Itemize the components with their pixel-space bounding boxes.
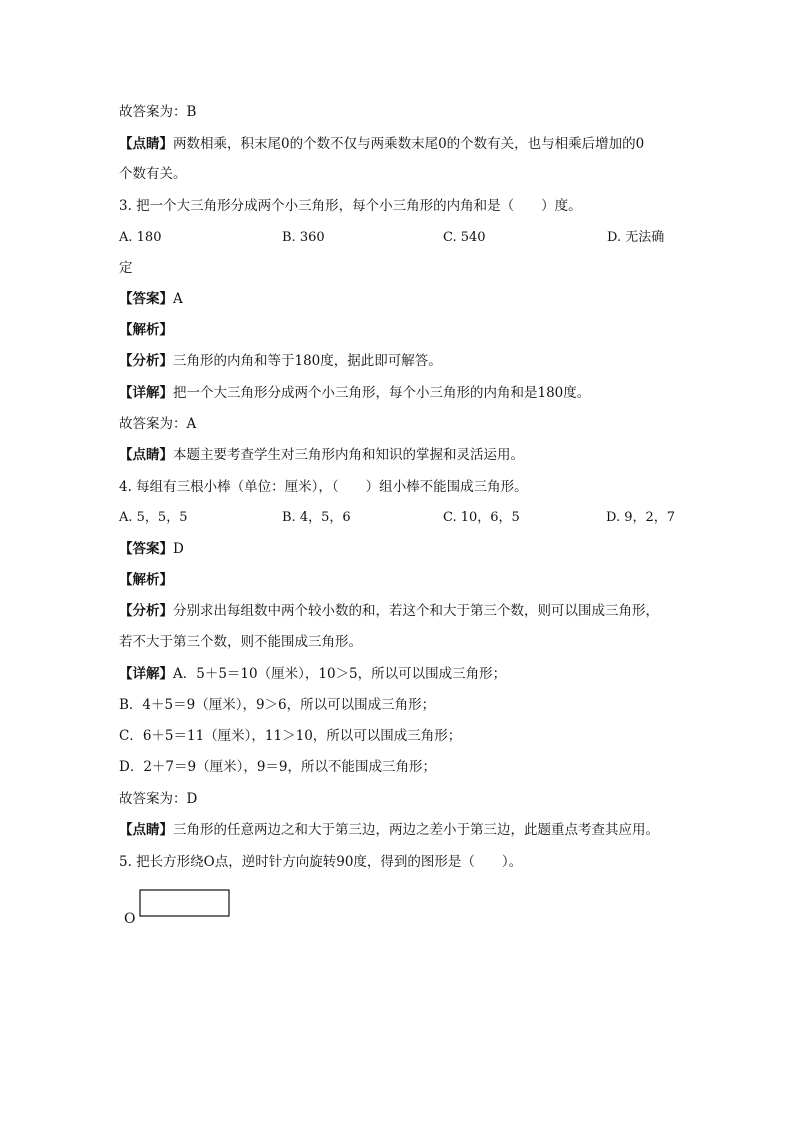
q3-final-answer-text: 故答案为：A: [119, 416, 197, 432]
answer-tag: 【答案】: [119, 291, 173, 307]
q4-answer: [119, 539, 674, 559]
fenxi-tag: 【分析】: [119, 353, 173, 369]
question-4-text: 4. 每组有三根小棒（单位：厘米），（ ）组小棒不能围成三角形。: [119, 479, 528, 495]
q4-xiangjie-b: [119, 695, 674, 715]
q3-option-c: C. 540: [443, 230, 486, 245]
q3-fenxi: [119, 351, 674, 371]
comment-tag: 【点睛】: [119, 822, 173, 838]
q3-option-d: D. 无法确: [607, 230, 665, 245]
q4-option-b: B. 4，5，6: [282, 510, 351, 525]
q4-final-answer-text: 故答案为：D: [119, 791, 198, 807]
q3-answer: [119, 289, 674, 309]
q4-comment: [119, 820, 674, 840]
q4-final-answer: [119, 789, 674, 809]
question-4: [119, 477, 674, 497]
q4-comment-text: 三角形的任意两边之和大于第三边，两边之差小于第三边，此题重点考查其应用。: [173, 822, 659, 838]
analysis-tag: 【解析】: [119, 322, 173, 338]
q3-answer-value: A: [173, 291, 183, 307]
q3-fenxi-text: 三角形的内角和等于180度，据此即可解答。: [173, 353, 442, 369]
q3-option-b: B. 360: [282, 230, 325, 245]
answer-tag: 【答案】: [119, 541, 173, 557]
q3-option-d-cont: [119, 258, 674, 278]
q4-fenxi-text-cont: 若不大于第三个数，则不能围成三角形。: [119, 634, 362, 650]
q4-xiangjie-d-text: D．2＋7＝9（厘米），9＝9，所以不能围成三角形；: [119, 759, 437, 775]
q4-fenxi-cont: [119, 632, 674, 652]
comment-tag: 【点睛】: [119, 136, 173, 152]
xiangjie-tag: 【详解】: [119, 666, 173, 682]
answer-line: [119, 102, 674, 122]
point-o-label: O: [124, 911, 136, 927]
question-5-text: 5. 把长方形绕O点，逆时针方向旋转90度，得到的图形是（ ）。: [119, 854, 523, 870]
q4-analysis-heading: [119, 570, 674, 590]
rectangle-shape: [140, 890, 229, 916]
q4-xiangjie-c: [119, 726, 674, 746]
q4-answer-value: D: [173, 541, 184, 557]
analysis-tag: 【解析】: [119, 572, 173, 588]
xiangjie-tag: 【详解】: [119, 385, 173, 401]
answer-text: 故答案为：B: [119, 104, 197, 120]
comment-line: [119, 134, 674, 154]
q4-xiangjie-d: [119, 757, 674, 777]
q4-fenxi: [119, 601, 674, 621]
comment-tag: 【点睛】: [119, 447, 173, 463]
rectangle-figure: [118, 884, 238, 932]
q4-xiangjie-c-text: C．6＋5＝11（厘米），11＞10，所以可以围成三角形；: [119, 728, 462, 744]
q3-comment: [119, 445, 674, 465]
fenxi-tag: 【分析】: [119, 603, 173, 619]
q4-xiangjie-a: A．5＋5＝10（厘米），10＞5，所以可以围成三角形；: [173, 666, 507, 682]
question-3: [119, 196, 674, 216]
comment-text: 两数相乘，积末尾0的个数不仅与两乘数末尾0的个数有关，也与相乘后增加的0: [173, 136, 645, 152]
q4-fenxi-text: 分别求出每组数中两个较小数的和，若这个和大于第三个数，则可以围成三角形，: [173, 603, 659, 619]
q3-analysis-heading: [119, 320, 674, 340]
q3-option-a: A. 180: [119, 230, 162, 245]
question-3-text: 3. 把一个大三角形分成两个小三角形，每个小三角形的内角和是（ ）度。: [119, 198, 582, 214]
question-5: [119, 852, 674, 872]
q4-option-a: A. 5，5，5: [119, 510, 188, 525]
q3-xiangjie-text: 把一个大三角形分成两个小三角形，每个小三角形的内角和是180度。: [173, 385, 591, 401]
q3-final-answer: [119, 414, 674, 434]
q3-comment-text: 本题主要考查学生对三角形内角和知识的掌握和灵活运用。: [173, 447, 524, 463]
comment-text-cont: 个数有关。: [119, 166, 187, 182]
q4-xiangjie-b-text: B．4＋5＝9（厘米），9＞6，所以可以围成三角形；: [119, 697, 436, 713]
q4-option-d: D. 9，2，7: [606, 510, 676, 525]
q3-xiangjie: [119, 383, 674, 403]
comment-line-cont: [119, 164, 674, 184]
q4-xiangjie: [119, 664, 674, 684]
q3-option-d-cont-text: 定: [119, 260, 133, 276]
q4-option-c: C. 10，6，5: [443, 510, 520, 525]
